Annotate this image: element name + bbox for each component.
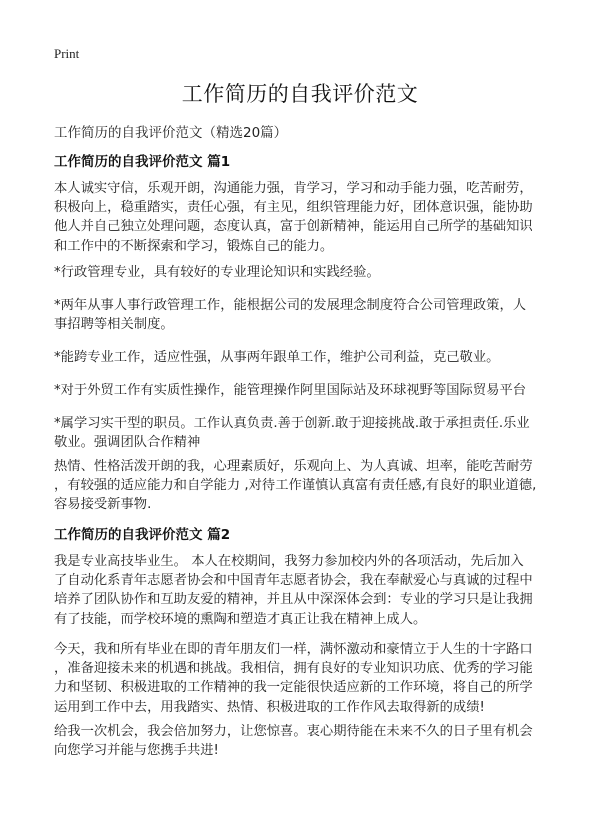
paragraph-line: 运用到工作中去，用我踏实、热情、积极进取的工作作风去取得新的成绩!	[54, 699, 485, 715]
paragraph-line: 力和坚韧、积极进取的工作精神的我一定能很快适应新的工作环境，将自己的所学	[54, 680, 533, 696]
paragraph-line: ，准备迎接未来的机遇和挑战。我相信，拥有良好的专业知识功底、优秀的学习能	[54, 661, 533, 677]
paragraph-line: 向您学习并能与您携手共进!	[54, 743, 219, 759]
paragraph-line: *对于外贸工作有实质性操作，能管理操作阿里国际站及环球视野等国际贸易平台	[54, 383, 527, 398]
paragraph-line: 今天，我和所有毕业在即的青年朋友们一样，满怀激动和豪情立于人生的十字路口	[54, 642, 533, 657]
paragraph	[54, 457, 554, 515]
paragraph	[54, 722, 554, 760]
paragraph	[54, 414, 554, 452]
document-subtitle: 工作简历的自我评价范文（精选20篇）	[54, 125, 288, 141]
paragraph-line: 敬业。强调团队合作精神	[54, 435, 201, 451]
print-label[interactable]: Print	[54, 46, 80, 61]
document-title: 工作简历的自我评价范文	[181, 82, 419, 106]
section-heading-1: 工作简历的自我评价范文 篇1	[54, 154, 231, 170]
paragraph-line: 积极向上，稳重踏实，责任心强，有主见，组织管理能力好，团体意识强，能协助	[54, 200, 533, 216]
paragraph-line: 培养了团队协作和互助友爱的精神，并且从中深深体会到：专业的学习只是让我拥	[54, 592, 533, 608]
paragraph	[54, 348, 554, 367]
paragraph	[54, 296, 554, 334]
paragraph-line: 热情、性格活泼开朗的我，心理素质好，乐观向上、为人真诚、坦率，能吃苦耐劳	[54, 459, 533, 474]
paragraph	[54, 640, 554, 717]
paragraph-line: 本人诚实守信，乐观开朗，沟通能力强，肯学习，学习和动手能力强，吃苦耐劳，	[54, 181, 533, 196]
paragraph-line: 给我一次机会，我会倍加努力，让您惊喜。衷心期待能在未来不久的日子里有机会	[54, 724, 533, 739]
paragraph-line: 了自动化系青年志愿者协会和中国青年志愿者协会，我在奉献爱心与真诚的过程中	[54, 573, 533, 589]
paragraph-line: 他人并自己独立处理问题，态度认真，富于创新精神，能运用自己所学的基础知识	[54, 219, 533, 235]
paragraph-line: 容易接受新事物.	[54, 497, 152, 513]
section-heading-2: 工作简历的自我评价范文 篇2	[54, 527, 231, 543]
paragraph	[54, 381, 554, 400]
paragraph-line: ，有较强的适应能力和自学能力 ,对待工作谨慎认真富有责任感,有良好的职业道德,	[54, 478, 537, 494]
paragraph-line: 事招聘等相关制度。	[54, 317, 174, 333]
paragraph-line: *能跨专业工作，适应性强，从事两年跟单工作，维护公司利益，克己敬业。	[54, 350, 500, 365]
paragraph-line: *属学习实干型的职员。工作认真负责.善于创新.敢于迎接挑战.敢于承担责任.乐业	[54, 416, 530, 431]
paragraph-line: 有了技能，而学校环境的熏陶和塑造才真正让我在精神上成人。	[54, 611, 427, 627]
paragraph-line: 我是专业高技毕业生。 本人在校期间，我努力参加校内外的各项活动，先后加入	[54, 554, 524, 569]
paragraph	[54, 179, 554, 256]
paragraph-line: *行政管理专业，具有较好的专业理论知识和实践经验。	[54, 265, 380, 280]
paragraph-line: *两年从事人事行政管理工作，能根据公司的发展理念制度符合公司管理政策，人	[54, 298, 527, 313]
paragraph	[54, 263, 554, 282]
paragraph	[54, 552, 554, 629]
paragraph-line: 和工作中的不断探索和学习，锻炼自己的能力。	[54, 238, 334, 254]
